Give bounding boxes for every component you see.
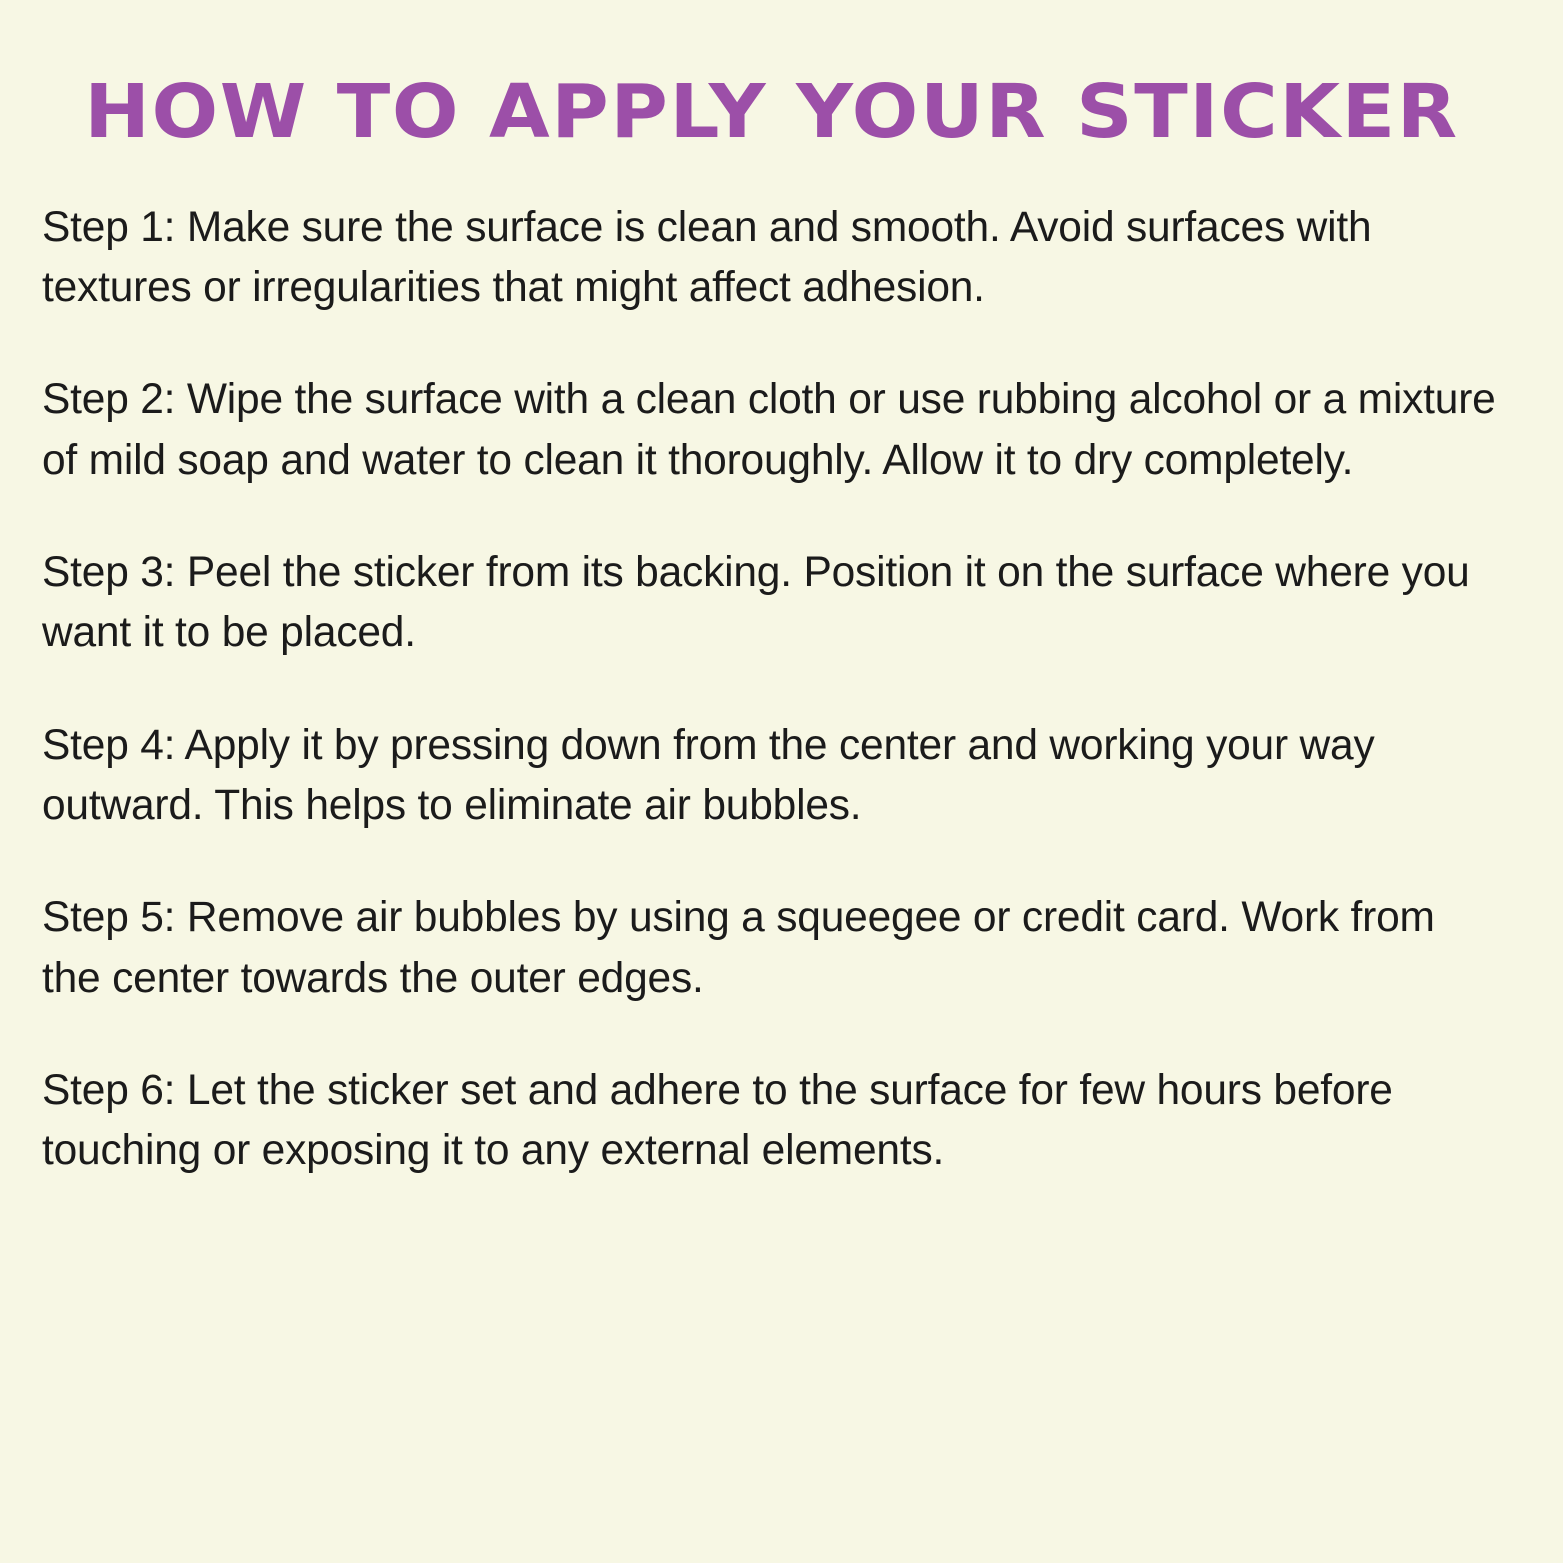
page-title: HOW TO APPLY YOUR STICKER [84,69,1459,155]
step-item: Step 3: Peel the sticker from its backing. Position it on the surface where you want it to be placed. [42,549,1470,657]
step-item: Step 2: Wipe the surface with a clean cloth or use rubbing alcohol or a mixture of mild soap and water to clean it thoroughly. Allow it to dry completely. [42,376,1496,484]
step-item: Step 5: Remove air bubbles by using a squeegee or credit card. Work from the center towards the outer edges. [42,894,1435,1002]
steps-list [42,198,1501,1182]
step-item: Step 1: Make sure the surface is clean and smooth. Avoid surfaces with textures or irregularities that might affect adhesion. [42,203,1372,312]
step-item: Step 6: Let the sticker set and adhere to the surface for few hours before touching or exposing it to any external elements. [42,1067,1393,1175]
step-item: Step 4: Apply it by pressing down from the center and working your way outward. This helps to eliminate air bubbles. [42,721,1375,830]
